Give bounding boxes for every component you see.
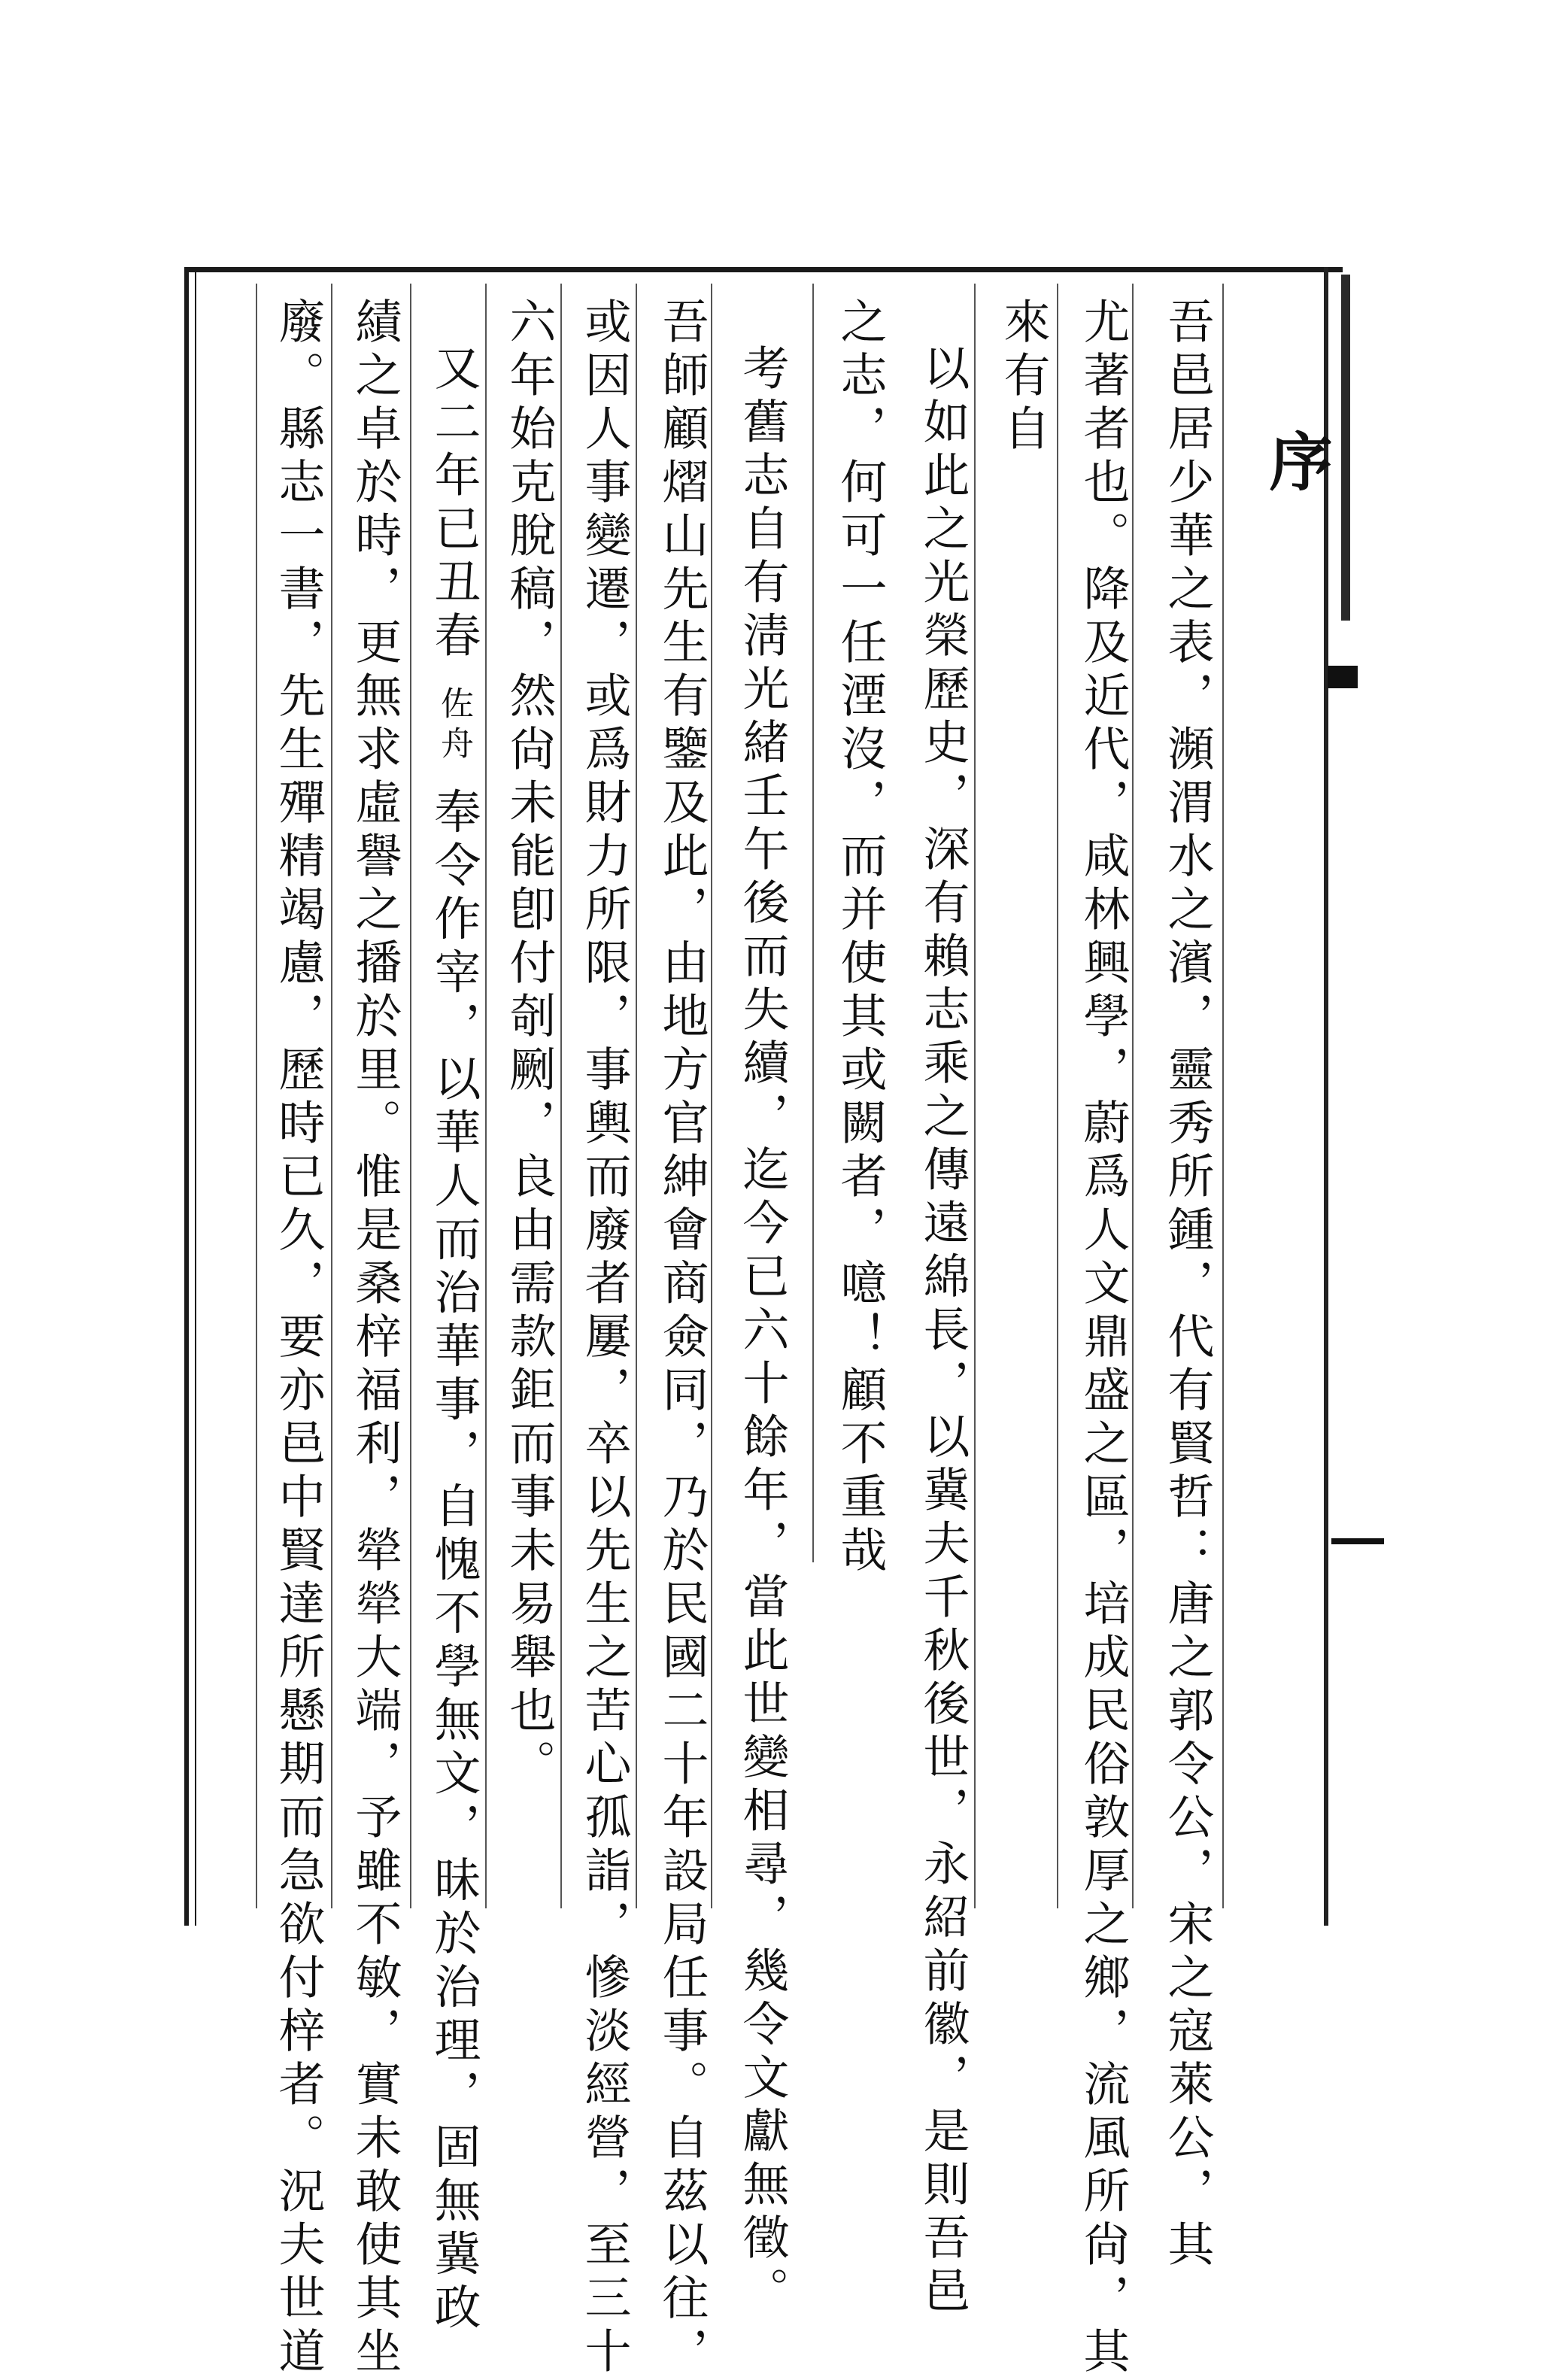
text-column-1: 吾邑居少華之表，瀕渭水之濱，靈秀所鍾，代有賢哲：唐之郭令公，宋之寇萊公，其: [1160, 297, 1215, 2273]
document-page: [184, 267, 1399, 2380]
column-divider: [812, 284, 814, 1562]
column-divider: [560, 284, 562, 1908]
column-divider: [331, 284, 332, 1908]
text-column-6: 考舊志自有淸光緒壬午後而失續，迄今已六十餘年，當此世變相尋，幾令文獻無徵。: [735, 344, 790, 2320]
column-divider: [1222, 284, 1224, 1908]
text-column-10-part-2: 奉令作宰，以華人而治華事，自愧不學無文，昧於治理，固無冀政: [426, 787, 481, 2336]
column-divider: [485, 284, 487, 1908]
column-divider: [410, 284, 411, 1908]
column-divider: [711, 284, 712, 1908]
page-title: 序: [1259, 429, 1334, 492]
right-margin-mark: [1328, 666, 1358, 688]
right-edge-shade: [1341, 275, 1350, 621]
top-border-rule: [184, 267, 1343, 272]
column-divider: [974, 284, 976, 1908]
text-column-12: 廢。縣志一書，先生殫精竭慮，歷時已久，要亦邑中賢達所懸期而急欲付梓者。況夫世道: [271, 297, 326, 2380]
text-column-4: 以如此之光榮歷史，深有賴志乘之傳遠綿長，以冀夫千秋後世，永紹前徽，是則吾邑: [915, 344, 970, 2320]
right-border-rule: [1324, 267, 1328, 1926]
left-inner-rule: [195, 267, 196, 1926]
text-column-11: 績之卓於時，更無求虛譽之播於里。惟是桑梓福利，犖犖大端，予雖不敏，實未敢使其坐: [348, 297, 402, 2380]
text-column-2: 尤著者也。降及近代，咸林興學，蔚爲人文鼎盛之區，培成民俗敦厚之鄉，流風所尙，其: [1076, 297, 1131, 2380]
text-column-10-part-1: 又二年已丑春: [426, 344, 481, 664]
marginal-annotation: 佐舟: [435, 685, 473, 766]
text-column-5: 之志，何可一任湮沒，而并使其或闕者，噫！顧不重哉: [833, 297, 888, 1579]
text-column-3: 來有自: [996, 297, 1051, 457]
column-divider: [256, 284, 257, 1908]
text-column-10: [426, 344, 481, 2336]
column-divider: [1057, 284, 1058, 1908]
text-column-8: 或因人事變遷，或爲財力所限，事輿而廢者屢，卒以先生之苦心孤詣，慘淡經營，至三十: [577, 297, 632, 2380]
left-border-rule: [184, 267, 189, 1926]
text-column-7: 吾師顧熠山先生有鑒及此，由地方官紳會商僉同，乃於民國二十年設局任事。自茲以往，: [654, 297, 709, 2380]
column-divider: [1132, 284, 1134, 1908]
column-divider: [636, 284, 637, 1908]
right-margin-tab: [1331, 1538, 1384, 1544]
text-column-9: 六年始克脫稿，然尙未能卽付剞劂，良由需款鉅而事未易舉也。: [502, 297, 557, 1793]
